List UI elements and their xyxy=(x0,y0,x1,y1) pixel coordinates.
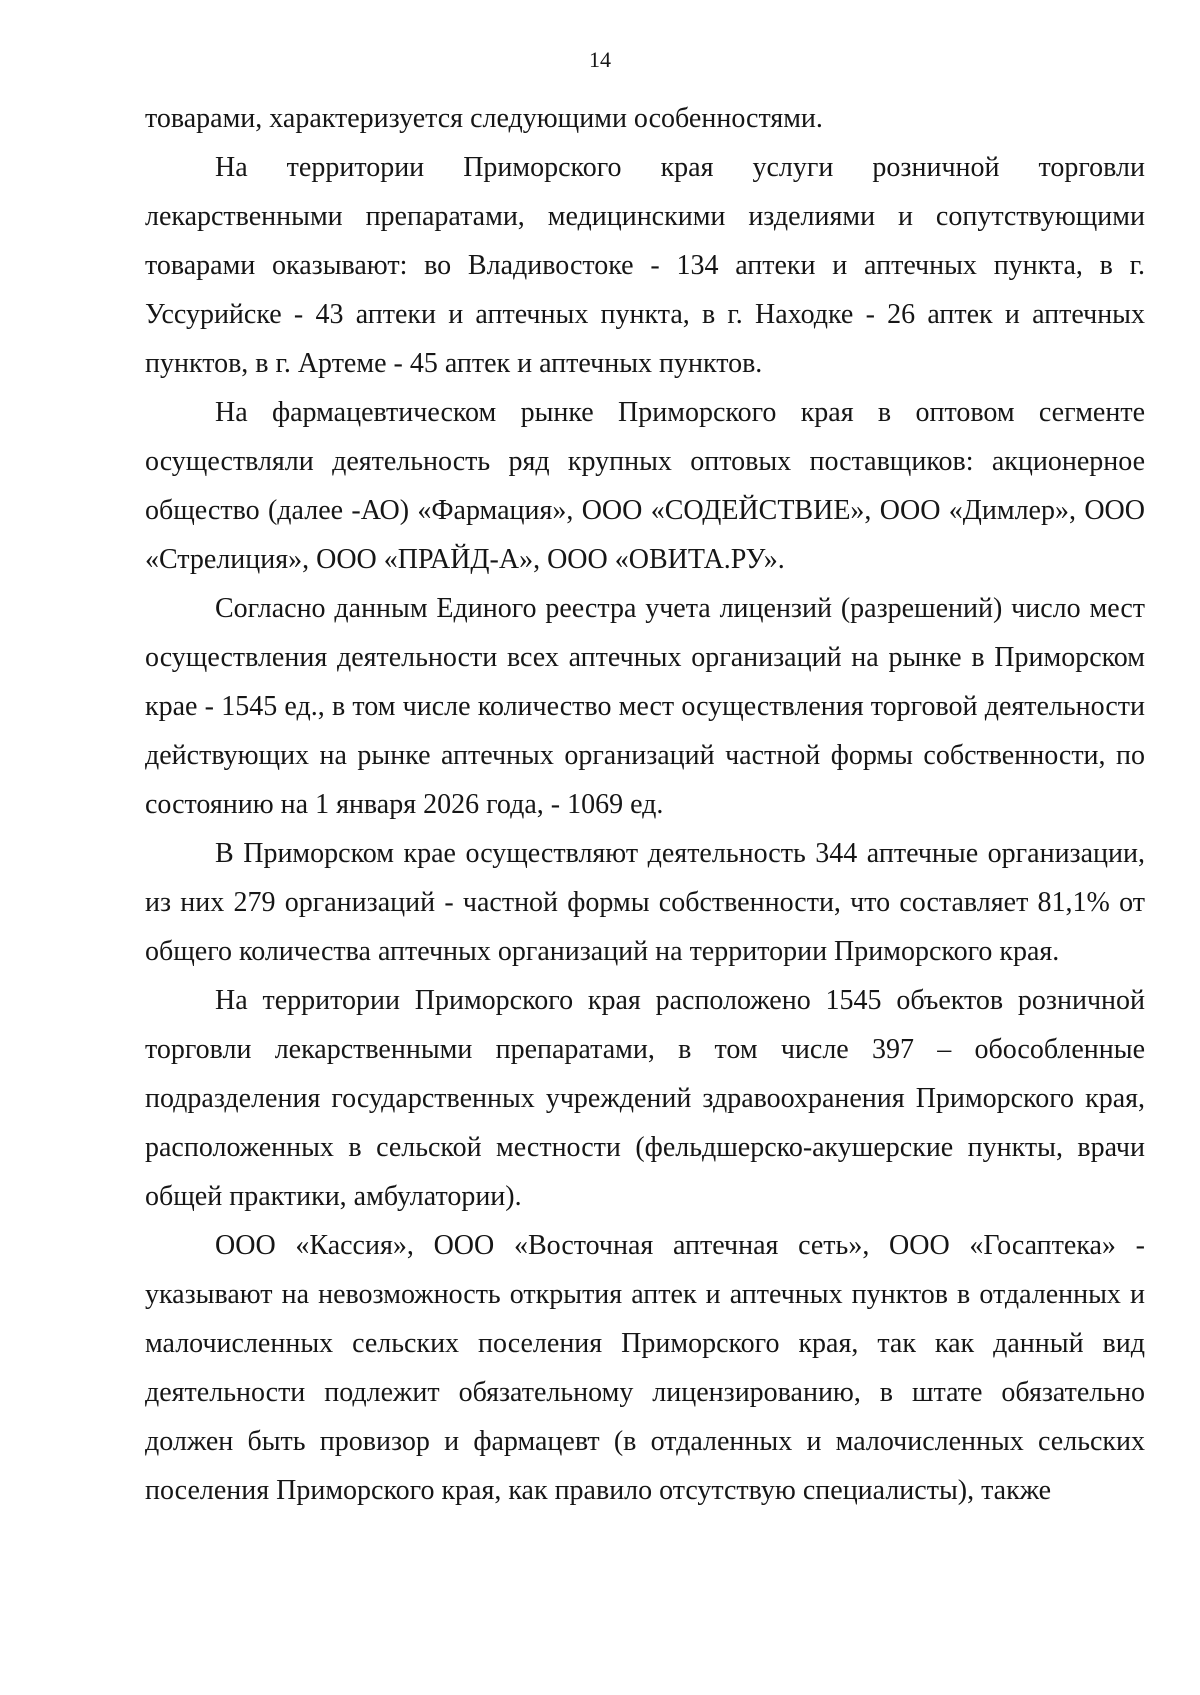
paragraph-continued: товарами, характеризуется следующими особенностями. xyxy=(145,103,823,134)
paragraph-rural-pharmacies: ООО «Кассия», ООО «Восточная аптечная сеть», ООО «Госаптека» - указывают на невозможность открытия аптек и аптечных пунктов в отдаленных и малочисленных сельских поселения Приморского края, так как данный вид деятельности подлежит обязательному лицензированию, в штате обязательно должен быть провизор и фармацевт (в отдаленных и малочисленных сельских поселения Приморского края, как правило отсутствую специалисты), также xyxy=(145,1230,1145,1506)
document-body xyxy=(145,94,1145,1515)
paragraph-license-registry: Согласно данным Единого реестра учета лицензий (разрешений) число мест осуществления деятельности всех аптечных организаций на рынке в Приморском крае - 1545 ед., в том числе количество мест осуществления торговой деятельности действующих на рынке аптечных организаций частной формы собственности, по состоянию на 1 января 2026 года, - 1069 ед. xyxy=(145,593,1145,820)
paragraph-retail-objects: На территории Приморского края расположено 1545 объектов розничной торговли лекарственными препаратами, в том числе 397 – обособленные подразделения государственных учреждений здравоохранения Приморского края, расположенных в сельской местности (фельдшерско-акушерские пункты, врачи общей практики, амбулатории). xyxy=(145,985,1145,1212)
paragraph-wholesale-suppliers: На фармацевтическом рынке Приморского края в оптовом сегменте осуществляли деятельность ряд крупных оптовых поставщиков: акционерное общество (далее -АО) «Фармация», ООО «СОДЕЙСТВИЕ», ООО «Димлер», ООО «Стрелиция», ООО «ПРАЙД-А», ООО «ОВИТА.РУ». xyxy=(145,397,1145,575)
page-number: 14 xyxy=(589,47,611,72)
paragraph-pharmacy-organizations: В Приморском крае осуществляют деятельность 344 аптечные организации, из них 279 организаций - частной формы собственности, что составляет 81,1% от общего количества аптечных организаций на территории Приморского края. xyxy=(145,838,1145,967)
paragraph-retail-pharmacies: На территории Приморского края услуги розничной торговли лекарственными препаратами, медицинскими изделиями и сопутствующими товарами оказывают: во Владивостоке - 134 аптеки и аптечных пункта, в г. Уссурийске - 43 аптеки и аптечных пункта, в г. Находке - 26 аптек и аптечных пунктов, в г. Артеме - 45 аптек и аптечных пунктов. xyxy=(145,152,1145,379)
